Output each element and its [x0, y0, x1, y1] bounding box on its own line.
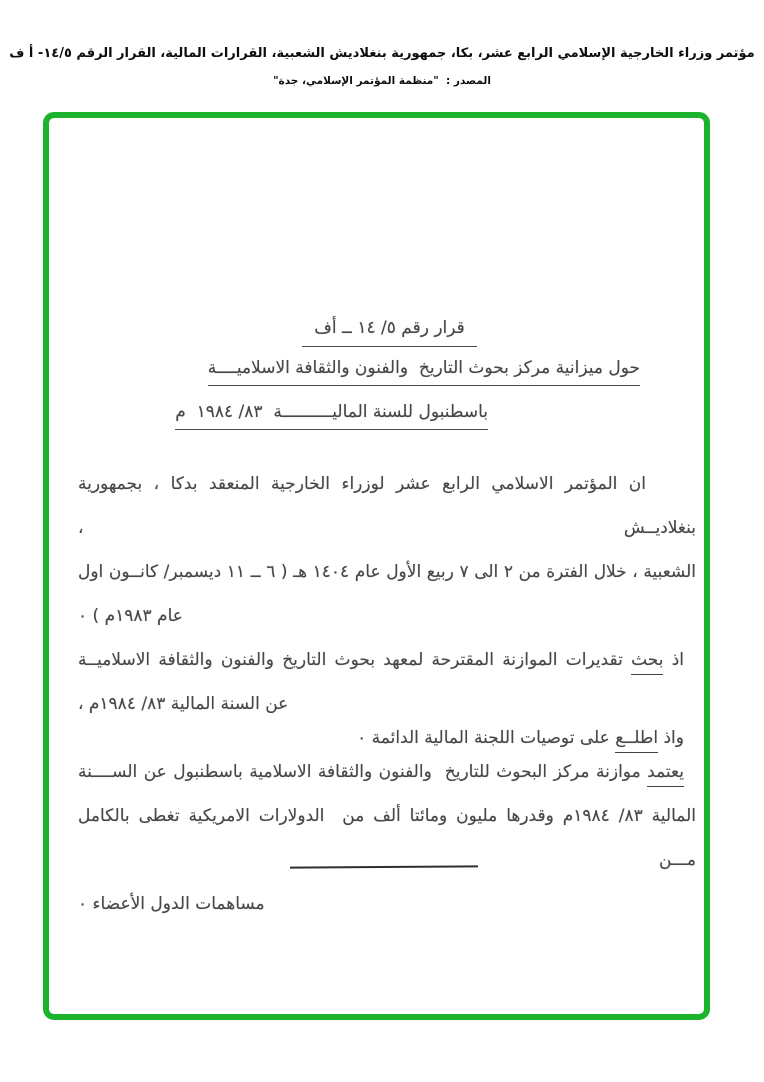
document-paragraph	[72, 462, 696, 638]
text-segment: اذ	[663, 650, 684, 670]
text-segment: تقديرات الموازنة المقترحة لمعهد بحوث التاريخ والفنون والثقافة الاسلاميــة	[78, 650, 632, 670]
decision-subject-text-1: حول ميزانية مركز بحوث التاريخ والفنون والثقافة الاسلاميــــة	[208, 358, 640, 386]
text-line	[78, 750, 696, 794]
decision-subject-text-2: باسطنبول للسنة الماليــــــــــة ٨٣/ ١٩٨٤ م	[175, 402, 488, 430]
text-segment: المالية ٨٣/ ١٩٨٤م وقدرها مليون ومائتا ألف من الدولارات الامريكية تغطى بالكامل مـــن	[72, 806, 696, 870]
header-source-line: المصدر : "منظمة المؤتمر الإسلامي، جدة"	[273, 75, 491, 87]
document-paragraph	[78, 638, 696, 726]
underlined-word: يعتمد	[647, 762, 684, 787]
text-segment: على توصيات اللجنة المالية الدائمة ٠	[357, 728, 616, 748]
text-line	[78, 594, 696, 638]
underlined-word: بحث	[631, 650, 663, 675]
decision-subject-title-line-1	[208, 358, 640, 386]
document-paragraph	[72, 750, 696, 926]
underlined-word: اطلــع	[615, 728, 658, 753]
decision-body-text	[72, 462, 696, 926]
text-segment: الشعبية ، خلال الفترة من ٢ الى ٧ ربيع الأول عام ١٤٠٤ هـ ( ٦ ــ ١١ ديسمبر/ كانــون اول	[78, 562, 696, 582]
document-frame	[43, 112, 710, 1020]
text-line	[72, 794, 696, 882]
text-line	[78, 550, 696, 594]
text-segment: موازنة مركز البحوث للتاريخ والفنون والثقافة الاسلامية باسطنبول عن الســــنة	[78, 762, 648, 782]
decision-number-title	[49, 318, 704, 347]
text-line	[78, 882, 696, 926]
decision-number-text: قرار رقم ٥/ ١٤ ــ أف	[302, 318, 477, 347]
text-line	[78, 638, 696, 682]
text-segment: عن السنة المالية ٨٣/ ١٩٨٤م ،	[78, 694, 289, 714]
header-citation-line: مؤتمر وزراء الخارجية الإسلامي الرابع عشر، بكا، جمهورية بنغلاديش الشعبية، القرارات المالية، القرار الرقم ٥‏/‏١٤- أ ف	[9, 46, 755, 61]
text-line	[72, 462, 696, 550]
text-segment: واذ	[658, 728, 684, 748]
text-segment: عام ١٩٨٣م ) ٠	[78, 606, 183, 626]
text-segment: مساهمات الدول الأعضاء ٠	[78, 894, 265, 914]
text-segment: ان المؤتمر الاسلامي الرابع عشر لوزراء الخارجية المنعقد بدكا ، بجمهورية بنغلاديــش ،	[72, 474, 696, 538]
decision-subject-title-line-2	[175, 402, 488, 430]
